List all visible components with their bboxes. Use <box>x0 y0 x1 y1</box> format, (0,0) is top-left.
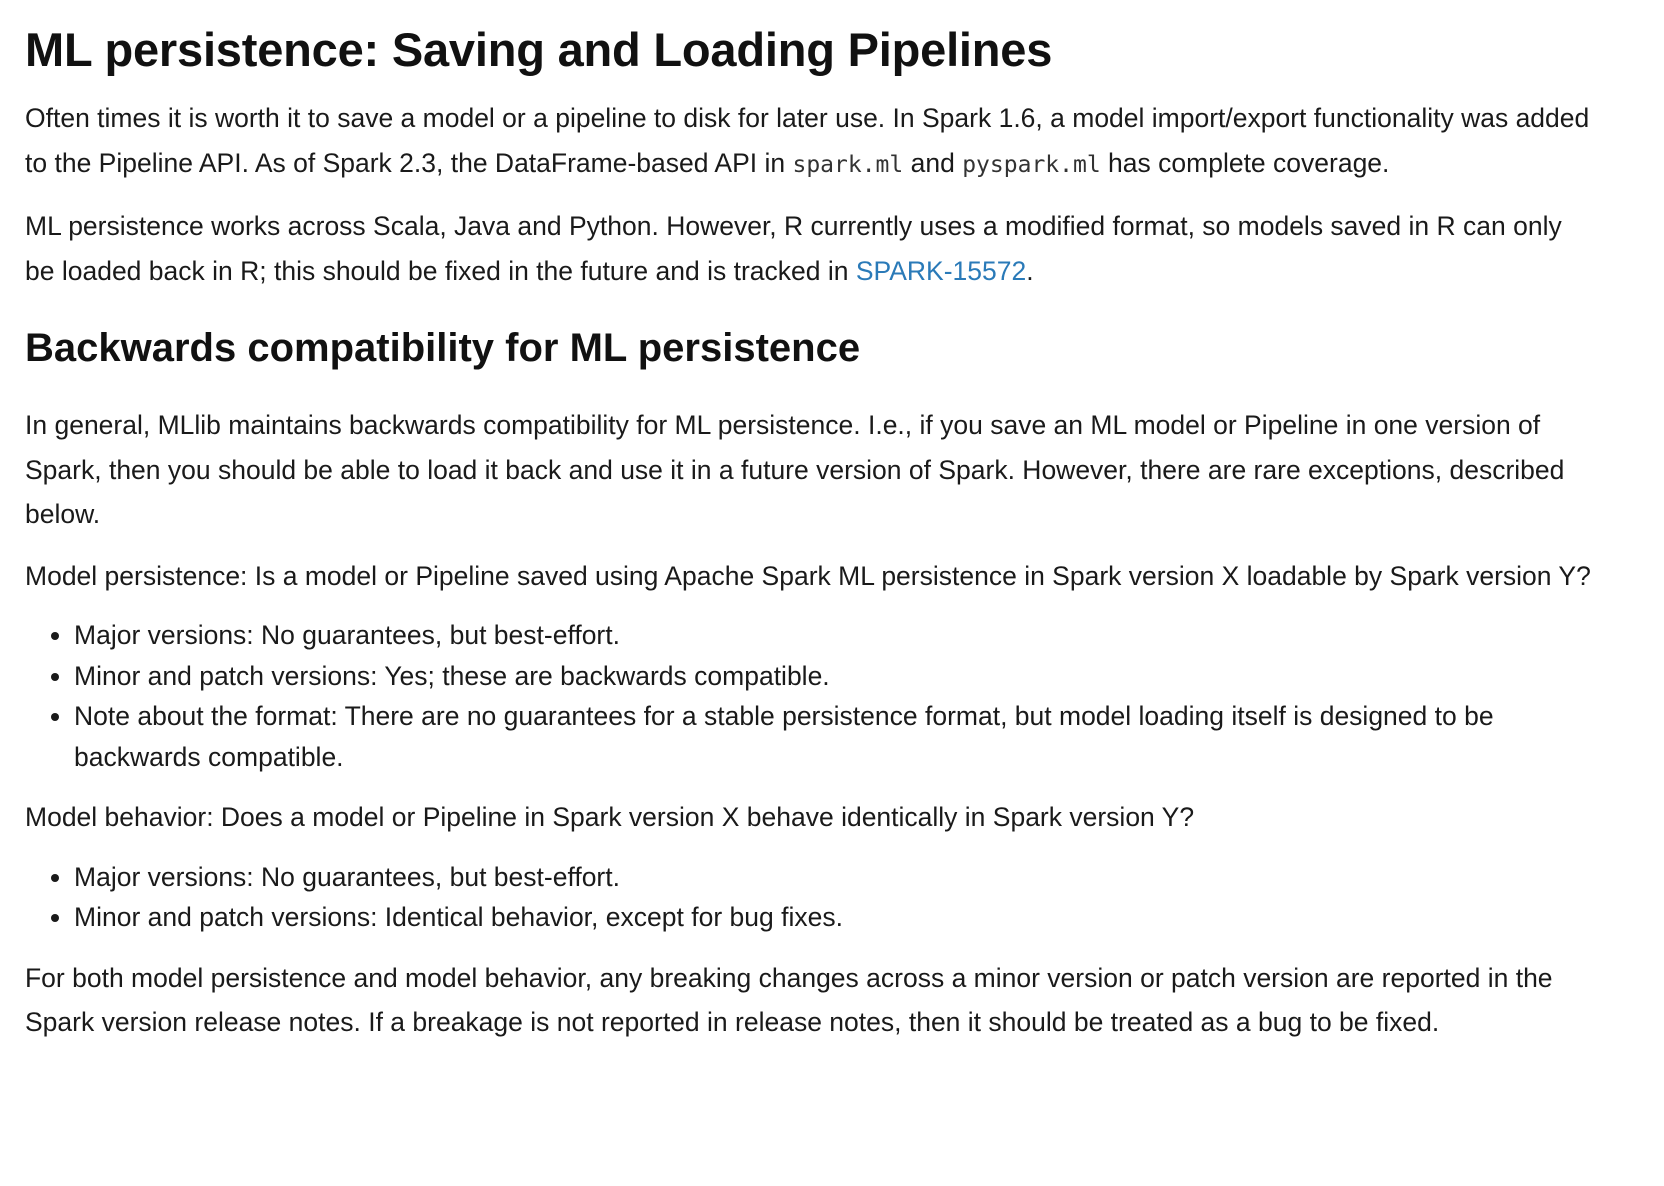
list-item: • Major versions: No guarantees, but best-effort. <box>74 615 1615 656</box>
page-title: ML persistence: Saving and Loading Pipelines <box>25 23 1053 76</box>
general-paragraph: In general, MLlib maintains backwards compatibility for ML persistence. I.e., if you save an ML model or Pipeline in one version of Spark, then you should be able to load it back and use it in a future version of Spark. However, there are rare exceptions, described below. <box>25 410 1565 529</box>
inline-code-spark-ml: spark.ml <box>792 151 904 178</box>
behavior-list <box>25 857 1615 938</box>
languages-text-2: . <box>1026 255 1034 286</box>
intro-text-2: and <box>903 147 963 178</box>
persistence-list <box>25 615 1615 777</box>
closing-paragraph: For both model persistence and model behavior, any breaking changes across a minor version or patch version are reported in the Spark version release notes. If a breakage is not reported in release notes, then it should be treated as a bug to be fixed. <box>25 962 1553 1037</box>
list-item: • Note about the format: There are no guarantees for a stable persistence format, but model loading itself is designed to be backwards compatible. <box>74 696 1615 777</box>
intro-paragraph <box>25 96 1615 187</box>
languages-paragraph <box>25 204 1615 293</box>
inline-code-pyspark-ml: pyspark.ml <box>962 151 1101 178</box>
intro-text-1: Often times it is worth it to save a model or a pipeline to disk for later use. In Spark 1.6, a model import/export functionality was added to the Pipeline API. As of Spark 2.3, the DataFrame-based API in <box>25 103 1590 178</box>
list-item: • Minor and patch versions: Identical behavior, except for bug fixes. <box>74 897 1615 938</box>
persistence-question: Model persistence: Is a model or Pipeline saved using Apache Spark ML persistence in Spark version X loadable by Spark version Y? <box>25 560 1591 591</box>
intro-text-3: has complete coverage. <box>1100 147 1390 178</box>
languages-text-1: ML persistence works across Scala, Java and Python. However, R currently uses a modified format, so models saved in R can only be loaded back in R; this should be fixed in the future and is tracked in <box>25 211 1562 286</box>
list-item: • Major versions: No guarantees, but best-effort. <box>74 857 1615 898</box>
list-item: • Minor and patch versions: Yes; these are backwards compatible. <box>74 656 1615 697</box>
section-heading: Backwards compatibility for ML persistence <box>25 326 861 370</box>
behavior-question: Model behavior: Does a model or Pipeline in Spark version X behave identically in Spark version Y? <box>25 802 1195 832</box>
spark-15572-link[interactable]: SPARK-15572 <box>855 255 1027 286</box>
